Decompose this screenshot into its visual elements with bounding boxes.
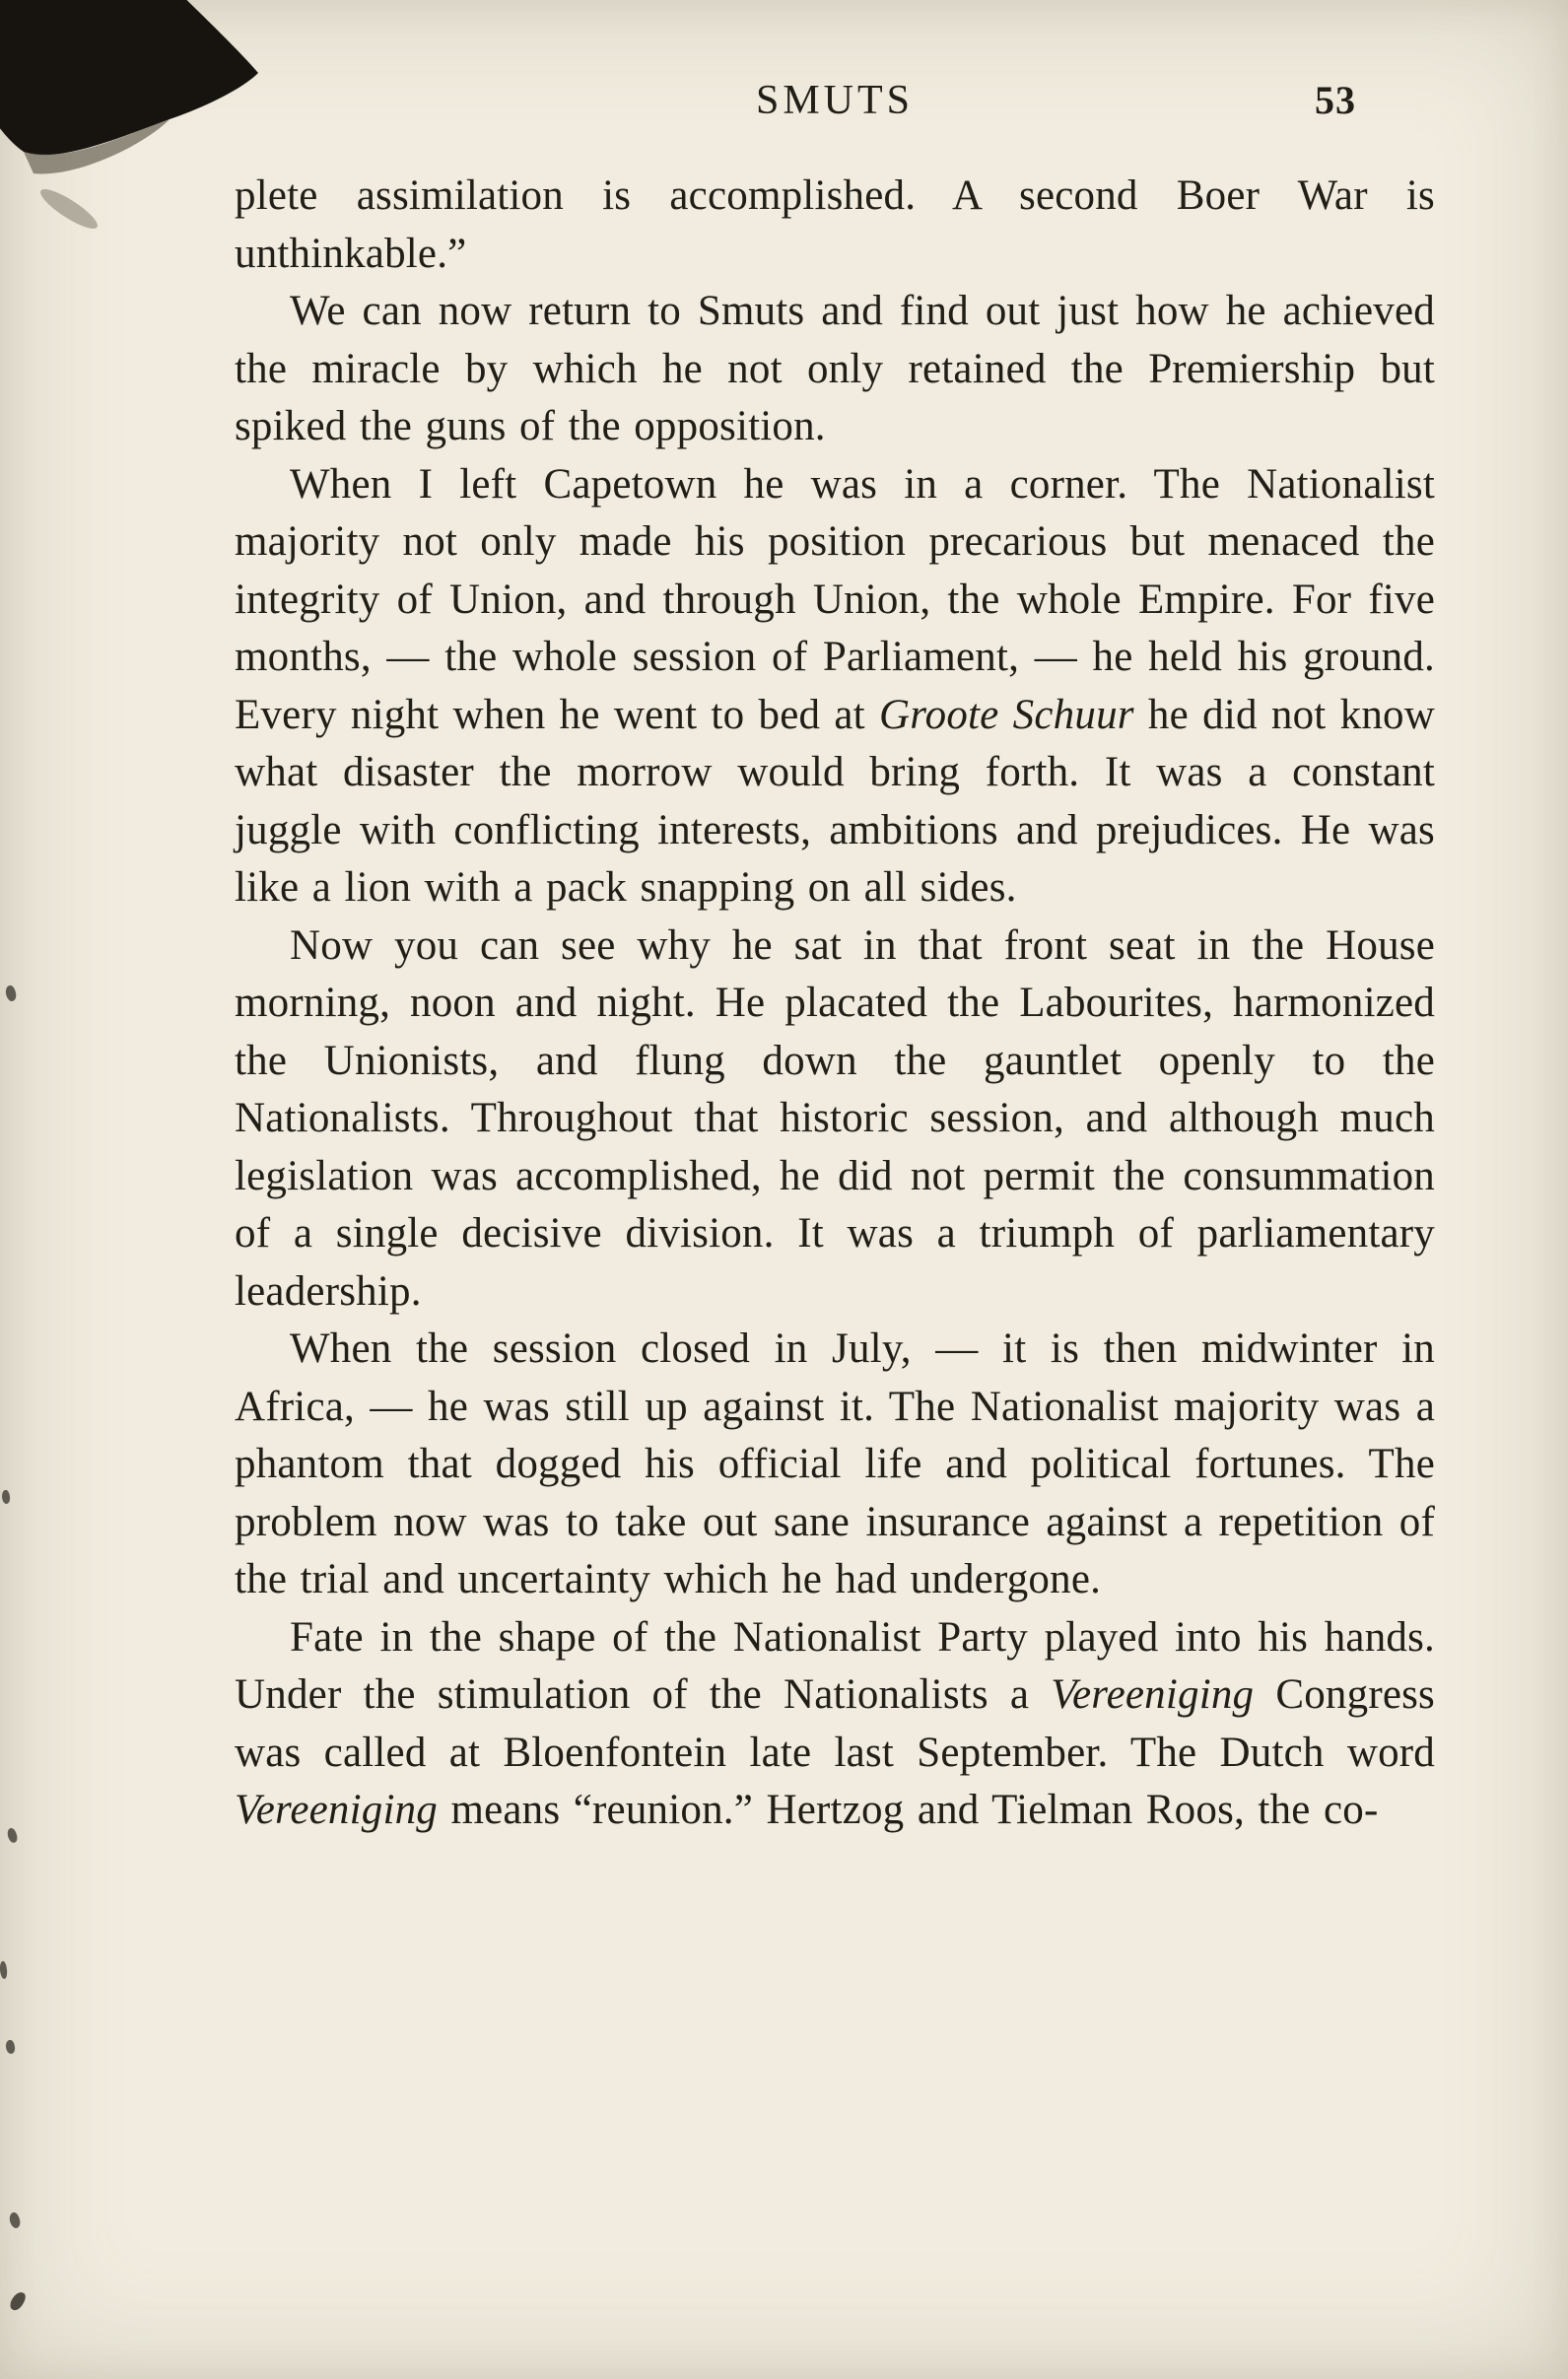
page-header-title: SMUTS	[755, 78, 915, 123]
body-text: When the session closed in July, — it is then midwinter in Africa, — he was still up against it. The Nationalist majority was a phantom that dogged his official life and political fortunes. The problem now was to take out sane insurance against a repetition of the trial and uncertainty which he had undergone.	[235, 1325, 1435, 1602]
body-text: Congress was called at Bloenfontein late last September. The Dutch word	[235, 1671, 1435, 1776]
scan-artifact	[0, 1961, 8, 1980]
scan-artifact	[8, 2289, 28, 2312]
italic-text: Vereeniging	[1051, 1671, 1255, 1718]
body-text: When I left Capetown he was in a corner. The Nationalist majority not only made his position precarious but menaced the integrity of Union, and through Union, the whole Empire. For five months, — the whole session of Parliament, — he held his ground. Every night when he went to bed at	[235, 460, 1435, 738]
scan-artifact	[1, 1489, 11, 1504]
page-body	[235, 168, 1435, 1840]
page-number: 53	[1315, 78, 1356, 122]
scan-artifact	[6, 1827, 20, 1844]
scan-artifact	[4, 985, 18, 1002]
body-text: Fate in the shape of the Nationalist Party played into his hands. Under the stimulation of the Nationalists a	[235, 1613, 1435, 1718]
body-text: Now you can see why he sat in that front seat in the House morning, noon and night. He placated the Labourites, harmonized the Unionists, and flung down the gauntlet openly to the Nationalists. Throughout that historic session, and although much legislation was accomplished, he did not permit the consummation of a single decisive division. It was a triumph of parliamentary leadership.	[235, 921, 1435, 1315]
paragraph	[235, 456, 1435, 918]
paragraph	[235, 918, 1435, 1322]
running-head	[235, 77, 1435, 142]
paragraph	[235, 1609, 1435, 1840]
body-text: means “reunion.” Hertzog and Tielman Roos, the co-	[438, 1787, 1379, 1833]
body-text: plete assimilation is accomplished. A second Boer War is unthinkable.”	[235, 172, 1435, 277]
paragraph	[235, 283, 1435, 456]
italic-text: Groote Schuur	[879, 691, 1134, 738]
scan-artifact	[4, 2039, 16, 2055]
body-text: We can now return to Smuts and find out just how he achieved the miracle by which he not only retained the Premiership but spiked the guns of the opposition.	[235, 288, 1435, 449]
body-text: he did not know what disaster the morrow would bring forth. It was a constant juggle with conflicting interests, ambitions and prejudices. He was like a lion with a pack snapping on all sides.	[235, 691, 1435, 911]
scan-artifact	[8, 2211, 23, 2229]
paragraph	[235, 1321, 1435, 1609]
paragraph	[235, 168, 1435, 283]
text-block	[235, 77, 1435, 1840]
italic-text: Vereeniging	[235, 1787, 438, 1833]
